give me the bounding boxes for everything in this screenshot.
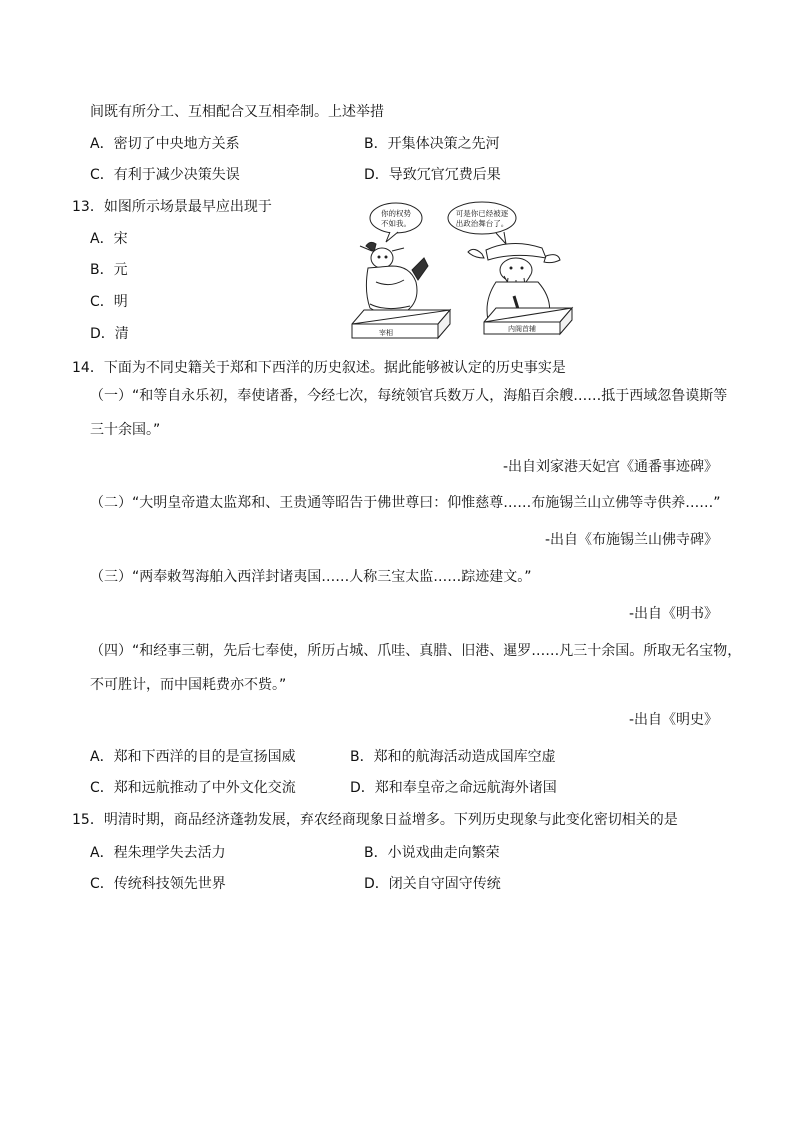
- q13-option-d: D．清: [90, 326, 129, 342]
- q15-option-d: D．闭关自守固守传统: [364, 876, 501, 892]
- q14-passage-3-line1: （三）“两奉敕驾海舶入西洋封诸夷国……人称三宝太监……踪迹建文。”: [90, 569, 532, 585]
- q14-passage-2-line1: （二）“大明皇帝遣太监郑和、王贵通等昭告于佛世尊曰：仰惟慈尊……布施锡兰山立佛等寺供养……”: [90, 495, 721, 511]
- q14-passage-1-line2: 三十余国。”: [90, 422, 161, 438]
- q12-continuation: 间既有所分工、互相配合又互相牵制。上述举措: [90, 104, 384, 120]
- q14-passage-3-source: -出自《明书》: [628, 606, 718, 622]
- q14-option-b: B．郑和的航海活动造成国库空虚: [350, 749, 556, 765]
- q13-option-a: A．宋: [90, 231, 128, 247]
- q14-passage-4-line2: 不可胜计，而中国耗费亦不赀。”: [90, 677, 287, 693]
- q15-stem: 15．明清时期，商品经济蓬勃发展，弃农经商现象日益增多。下列历史现象与此变化密切相关的是: [72, 812, 678, 828]
- q12-option-b: B．开集体决策之先河: [364, 136, 500, 152]
- q14-option-c: C．郑和远航推动了中外文化交流: [90, 780, 296, 796]
- q13-option-c: C．明: [90, 294, 128, 310]
- q14-passage-1-source: -出自刘家港天妃宫《通番事迹碑》: [502, 459, 718, 475]
- left-bubble-line2: 不如我。: [381, 219, 411, 228]
- q13-stem: 13．如图所示场景最早应出现于: [72, 199, 272, 215]
- q13-cartoon: [346, 196, 578, 346]
- right-plaque-label: 内阁首辅: [508, 325, 536, 333]
- q12-option-d: D．导致冗官冗费后果: [364, 167, 501, 183]
- q13-option-b: B．元: [90, 262, 128, 278]
- q14-passage-4-line1: （四）“和经事三朝，先后七奉使，所历占城、爪哇、真腊、旧港、暹罗……凡三十余国。所取无名宝物，: [90, 643, 742, 659]
- right-speech-bubble: [448, 202, 516, 234]
- q14-stem: 14．下面为不同史籍关于郑和下西洋的历史叙述。据此能够被认定的历史事实是: [72, 360, 566, 376]
- q15-option-b: B．小说戏曲走向繁荣: [364, 845, 500, 861]
- q12-option-a: A．密切了中央地方关系: [90, 136, 240, 152]
- left-bubble-line1: 你的权势: [381, 209, 411, 218]
- chancellor-figure: [360, 242, 428, 313]
- right-bubble-line2: 出政治舞台了。: [455, 219, 509, 228]
- q12-option-c: C．有利于减少决策失误: [90, 167, 240, 183]
- q14-passage-4-source: -出自《明史》: [628, 712, 718, 728]
- cartoon-illustration: [346, 196, 578, 346]
- q14-option-a: A．郑和下西洋的目的是宣扬国威: [90, 749, 296, 765]
- right-bubble-line1: 可是你已经被逐: [455, 209, 509, 218]
- q14-passage-1-line1: （一）“和等自永乐初，奉使诸番，今经七次，每统领官兵数万人，海船百余艘……抵于西域忽鲁谟斯等: [90, 388, 728, 404]
- q14-option-d: D．郑和奉皇帝之命远航海外诸国: [350, 780, 557, 796]
- left-plaque: [352, 310, 450, 338]
- q15-option-a: A．程朱理学失去活力: [90, 845, 226, 861]
- q15-option-c: C．传统科技领先世界: [90, 876, 226, 892]
- left-plaque-label: 宰相: [379, 329, 393, 337]
- right-plaque: [484, 308, 572, 334]
- left-speech-bubble: [370, 203, 422, 233]
- q14-passage-2-source: -出自《布施锡兰山佛寺碑》: [544, 532, 718, 548]
